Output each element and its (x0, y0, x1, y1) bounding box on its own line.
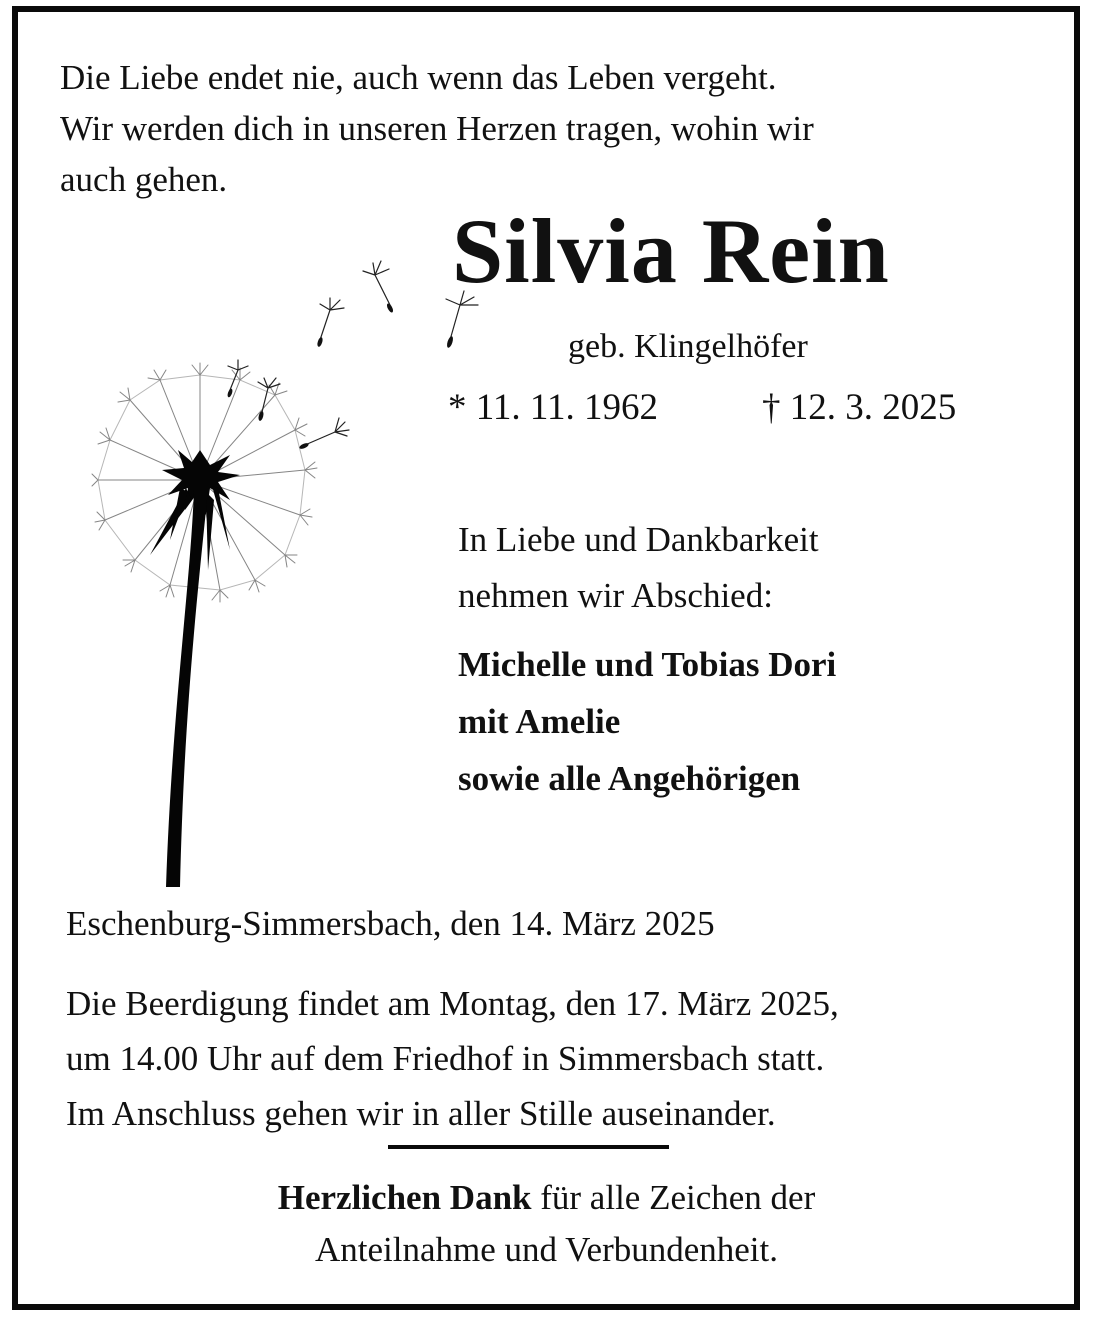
death-date: † 12. 3. 2025 (762, 387, 957, 428)
deceased-name: Silvia Rein (452, 200, 890, 302)
mourners-list (458, 636, 836, 807)
motto-line: auch gehen. (60, 160, 228, 199)
motto-line: Die Liebe endet nie, auch wenn das Leben vergeht. (60, 58, 777, 97)
mourner: Michelle und Tobias Dori (458, 645, 837, 684)
mourner: sowie alle Angehörigen (458, 759, 801, 798)
divider (388, 1145, 669, 1149)
place-and-date: Eschenburg-Simmersbach, den 14. März 2025 (66, 904, 715, 943)
funeral-line: Im Anschluss gehen wir in aller Stille auseinander. (66, 1094, 776, 1133)
thanks-bold: Herzlichen Dank (277, 1178, 532, 1217)
birth-date: * 11. 11. 1962 (448, 387, 659, 428)
mourner: mit Amelie (458, 702, 621, 741)
thanks-note (0, 1172, 1093, 1276)
farewell-intro-line: In Liebe und Dankbarkeit (458, 520, 819, 559)
farewell-intro-line: nehmen wir Abschied: (458, 576, 773, 615)
thanks-line-1 (0, 1172, 1093, 1224)
motto-quote (60, 52, 1020, 205)
funeral-details (66, 976, 839, 1141)
maiden-name: geb. Klingelhöfer (568, 328, 808, 365)
funeral-line: Die Beerdigung findet am Montag, den 17. März 2025, (66, 984, 839, 1023)
funeral-line: um 14.00 Uhr auf dem Friedhof in Simmersbach statt. (66, 1039, 825, 1078)
dandelion-icon (90, 170, 510, 890)
thanks-rest: für alle Zeichen der (531, 1178, 816, 1217)
thanks-line-2: Anteilnahme und Verbundenheit. (315, 1230, 778, 1269)
motto-line: Wir werden dich in unseren Herzen tragen, wohin wir (60, 109, 814, 148)
farewell-intro (458, 512, 819, 624)
